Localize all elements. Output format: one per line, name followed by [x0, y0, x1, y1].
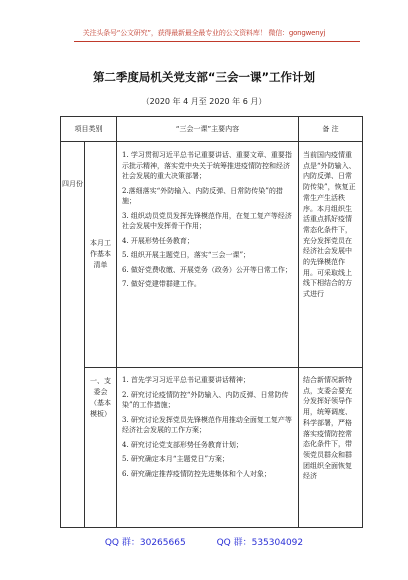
header-category: 项目类别 — [61, 117, 117, 142]
list-item: 6. 研究确定推荐疫情防控先进集体和个人对象； — [122, 469, 271, 478]
list-item: 4. 开展形势任务教育； — [122, 236, 194, 245]
month-cell: 四月份 — [61, 142, 85, 528]
list-item: 7. 做好党建带群建工作。 — [122, 280, 201, 288]
footer-qq-group-2: QQ 群：535304092 — [216, 538, 304, 548]
header-divider — [74, 41, 360, 42]
header-content: “三会一课”主要内容 — [117, 117, 299, 142]
list-item: 3. 组织动员党员发挥先锋模范作用，在复工复产等经济社会发展中发挥骨干作用； — [122, 211, 292, 230]
list-item: 3. 研究讨论发挥党员先锋模范作用推动全面复工复产等经济社会发展的工作方案； — [122, 415, 292, 434]
checklist-note: 当前国内疫情重点是“外防输入、内防反弹、日常防传染”，恢复正常生产生活秩序。本月组织生活重点抓好疫情常态化条件下，充分发挥党员在经济社会发展中的先锋模范作用。可采取线上线下相结合的方式进行 — [299, 142, 363, 368]
committee-content — [117, 368, 299, 528]
header-banner: 关注头条号“公文研究”，获得最新最全最专业的公文资料库！ 微信：gongwenyj — [82, 29, 326, 37]
committee-note: 结合新情况新特点，支委会要充分发挥好领导作用，统筹调度、科学部署，严格落实疫情防控常态化条件下，带领党员群众和群团组织全面恢复经济 — [299, 368, 363, 528]
row-label-committee: 一、支委会（基本模板） — [85, 368, 117, 528]
list-item: 1. 首先学习习近平总书记重要讲话精神； — [122, 376, 250, 384]
list-item: 2.落细落实“外防输入、内防反弹、日常防传染”的措施； — [122, 186, 283, 205]
row-label-checklist: 本月工作基本清单 — [85, 142, 117, 368]
table-row — [61, 142, 363, 368]
list-item: 4. 研究讨论党支部形势任务教育计划； — [122, 440, 243, 449]
list-item: 5. 研究确定本月“主题党日”方案； — [122, 455, 230, 463]
document-title: 第二季度局机关党支部“三会一课”工作计划 — [92, 70, 316, 84]
header-note: 备 注 — [299, 117, 363, 142]
list-item: 6. 做好党费收缴、开展党务（政务）公开等日常工作； — [122, 265, 292, 274]
document-subtitle: （2020 年 4 月至 2020 年 6 月） — [141, 97, 267, 106]
list-item: 5. 组织开展主题党日，落实“三会一课”； — [122, 251, 251, 259]
list-item: 2. 研究讨论疫情防控“外防输入、内防反弹、日常防传染”的工作措施； — [122, 390, 289, 409]
footer-contacts — [0, 535, 408, 548]
checklist-content — [117, 142, 299, 368]
plan-table — [60, 116, 363, 528]
table-row — [61, 368, 363, 528]
list-item: 1. 学习贯彻习近平总书记重要讲话、重要文章、重要指示批示精神，落实党中央关于统筹推进疫情防控和经济社会发展的重大决策部署； — [122, 151, 292, 180]
table-header-row — [61, 117, 363, 142]
footer-qq-group-1: QQ 群：30265665 — [104, 538, 186, 548]
